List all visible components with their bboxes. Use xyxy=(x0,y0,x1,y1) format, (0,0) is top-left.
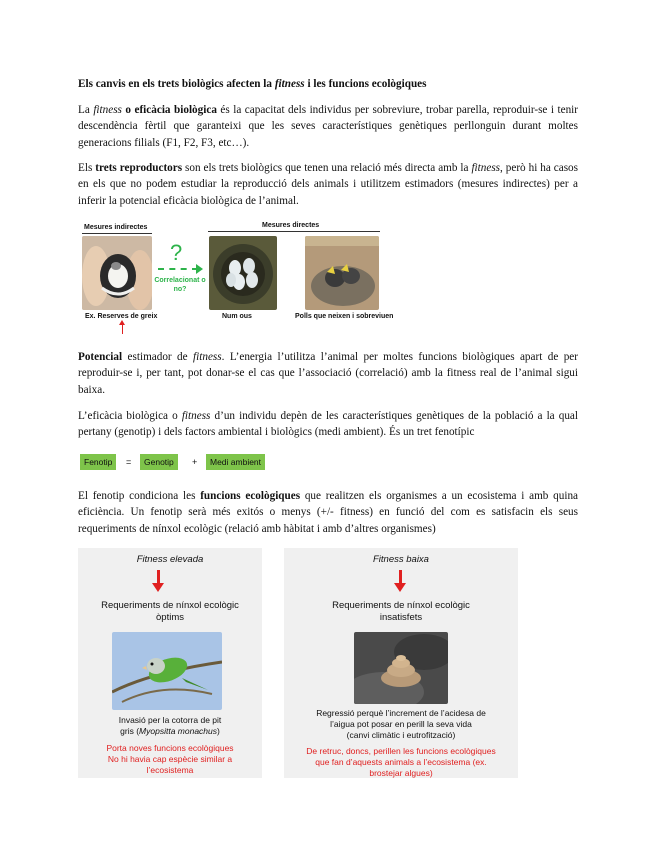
arrow-up-shaft xyxy=(122,324,123,334)
caption-fat-reserves: Ex. Reserves de greix xyxy=(85,313,158,320)
paragraph-genotype-phenotype: L’eficàcia biològica o fitness d’un individu depèn de les característiques genètiques de la població a la qual pertany (genotip) i dels factors ambiental i biològics (medi ambient). És un tret fenotípic xyxy=(78,410,578,439)
panel-low-fitness xyxy=(284,548,518,778)
equals-sign: = xyxy=(126,457,132,467)
arrow-right-icon xyxy=(196,264,203,274)
paragraph-fitness-definition: La fitness o eficàcia biològica és la capacitat dels individus per sobreviure, trobar parella, reproduir-se i tenir descendència fèrtil que garanteixi que les seves característiques genètiques perllonguin durant moltes generacions filials (F1, F2, F3, etc…). xyxy=(78,104,579,149)
panel-left-title: Fitness elevada xyxy=(136,554,204,565)
arrow-up-icon xyxy=(119,320,125,325)
paragraph-potential-estimator: Potencial estimador de fitness. L’energia l’utilitza l’animal per moltes funcions biològiques apart de per reproduir-se i, per tant, pot donar-se el cas que l’associació (correlació) amb la fitness real de l’animal sigui baixa. xyxy=(78,351,578,396)
photo-chicks xyxy=(305,236,379,310)
label-indirect-measures: Mesures indirectes xyxy=(84,224,148,231)
panel-left-req-line1: Requeriments de nínxol ecològic xyxy=(101,600,239,611)
panel-right-caption-line2: l’aigua pot posar en perill la seva vida xyxy=(330,719,472,729)
box-fenotip: Fenotip xyxy=(80,454,116,470)
panel-right-req-line2: insatisfets xyxy=(379,612,423,623)
arrow-down-shaft xyxy=(157,570,160,584)
panel-left-caption-line1: Invasió per la cotorra de pit xyxy=(118,715,222,725)
panel-left-req-line2: òptims xyxy=(156,612,184,623)
panel-left-caption-line2: gris (Myopsitta monachus) xyxy=(120,726,220,736)
panel-right-red-line1: De retruc, doncs, perillen les funcions ecològiques xyxy=(306,746,496,756)
box-medi-ambient: Medi ambient xyxy=(206,454,265,470)
arrow-down-icon xyxy=(152,583,164,592)
panel-right-caption-line3: (canvi climàtic i eutrofització) xyxy=(346,730,456,740)
photo-parakeet xyxy=(112,632,222,710)
box-genotip: Genotip xyxy=(140,454,178,470)
arrow-down-icon-right xyxy=(394,583,406,592)
label-direct-measures: Mesures directes xyxy=(262,222,320,229)
arrow-down-shaft-right xyxy=(399,570,402,584)
dashed-arrow xyxy=(158,268,198,270)
panel-high-fitness xyxy=(78,548,262,778)
panel-right-red-line2: que fan d’aquests animals a l’ecosistema (ex. xyxy=(315,757,487,767)
panel-right-caption-line1: Regressió perquè l’increment de l’acidesa de xyxy=(316,708,486,718)
correlation-label: Correlacionat o no? xyxy=(154,277,206,293)
question-mark: ? xyxy=(170,240,183,265)
plus-sign: + xyxy=(192,457,198,467)
section-heading: Els canvis en els trets biològics afecten la fitness i les funcions ecològiques xyxy=(78,78,427,90)
photo-eggs-nest xyxy=(209,236,277,310)
caption-chicks: Polls que neixen i sobreviuen xyxy=(295,313,394,320)
panel-right-req-line1: Requeriments de nínxol ecològic xyxy=(332,600,470,611)
photo-sea-slug xyxy=(354,632,448,704)
panel-right-red-line3: brostejar algues) xyxy=(369,768,433,778)
divider-direct xyxy=(208,231,380,232)
panel-left-red-line2: No hi havia cap espècie similar a xyxy=(107,754,233,764)
panel-left-red-line3: l’ecosistema xyxy=(146,765,194,775)
photo-fat-reserves xyxy=(82,236,152,310)
divider-indirect xyxy=(82,233,152,234)
panel-right-title: Fitness baixa xyxy=(373,554,429,565)
panel-left-red-line1: Porta noves funcions ecològiques xyxy=(106,743,234,753)
paragraph-reproductive-traits: Els trets reproductors son els trets biològics que tenen una relació més directa amb la fitness, però hi ha casos en els que no podem estudiar la reproducció dels animals i utilitzem estimadors (mesures indirectes) per a inferir la potencial eficàcia biològica de l’animal. xyxy=(78,162,578,207)
caption-eggs: Num ous xyxy=(222,313,252,320)
paragraph-ecological-functions: El fenotip condiciona les funcions ecològiques que realitzen els organismes a un ecosistema i amb quina eficiència. Un fenotip serà més exitós o menys (+/- fitness) en funció del com es satisfacin els seus requeriments de nínxol ecològic (relació amb hàbitat i amb d’altres organismes) xyxy=(78,490,579,535)
